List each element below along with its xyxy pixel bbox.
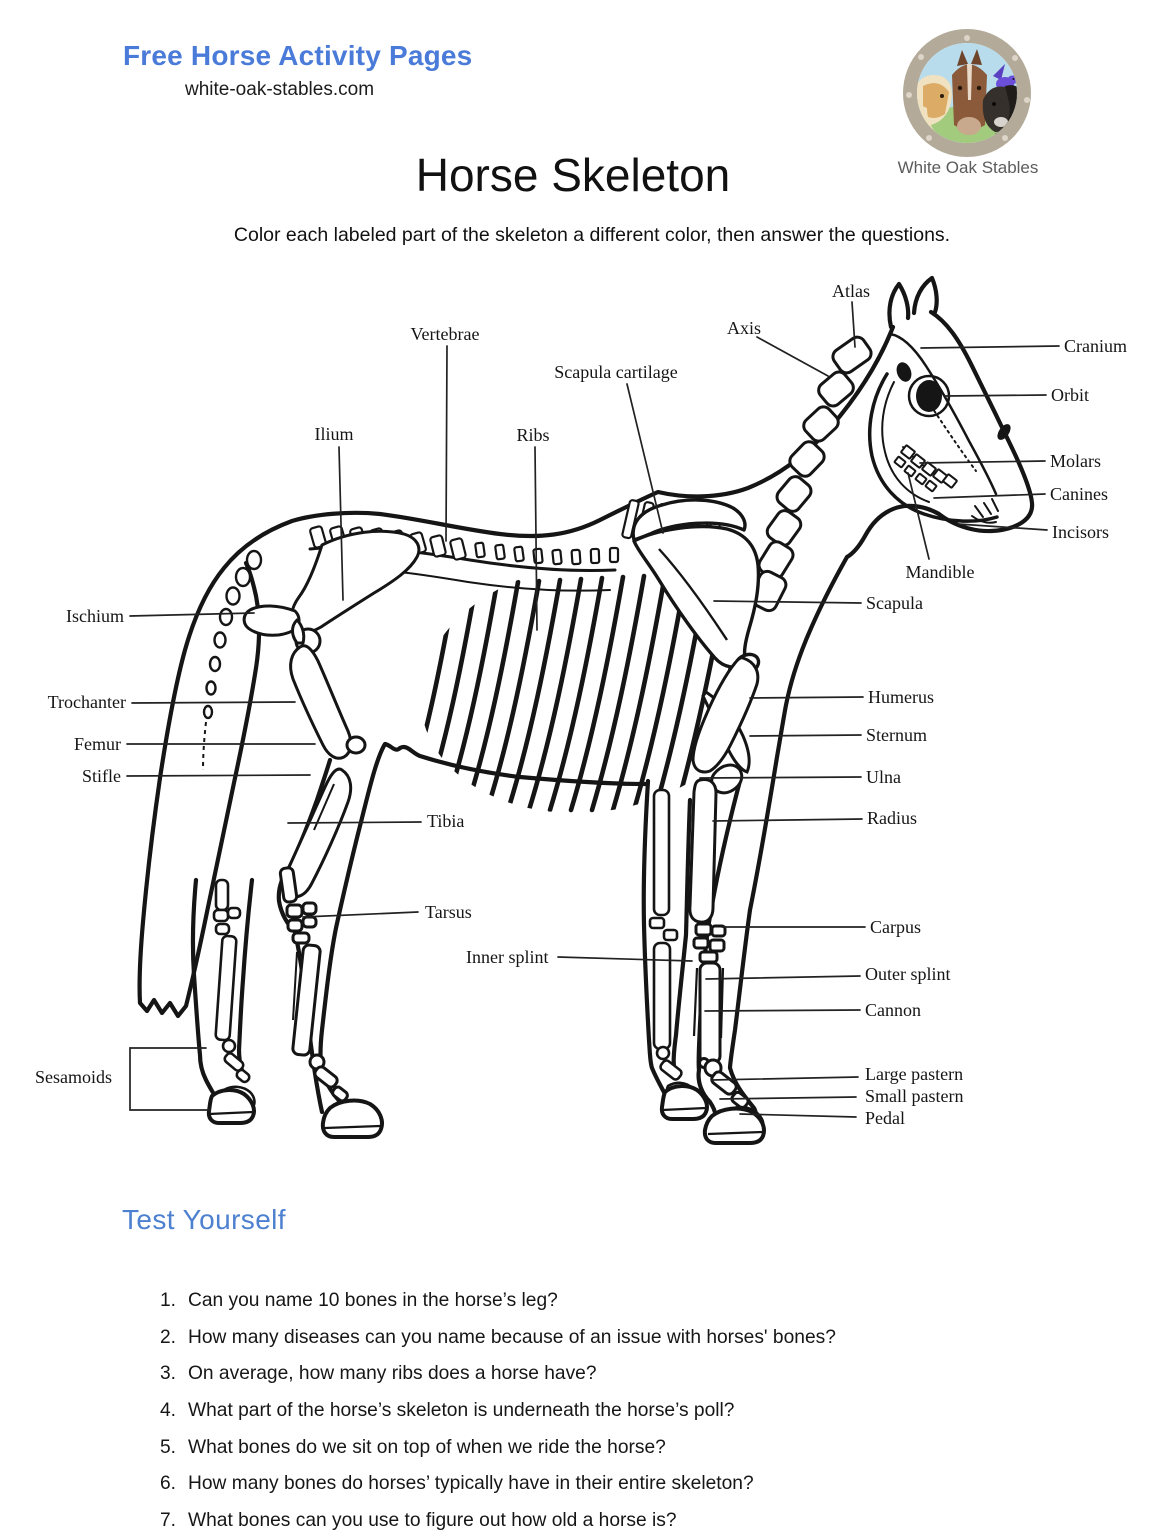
label-stifle: Stifle bbox=[82, 766, 121, 786]
label-radius: Radius bbox=[867, 808, 918, 828]
question-number: 3. bbox=[160, 1363, 177, 1385]
ilium-bone bbox=[291, 531, 419, 633]
quiz-heading: Test Yourself bbox=[122, 1204, 286, 1235]
label-large-pastern: Large pastern bbox=[865, 1064, 964, 1084]
question-number: 5. bbox=[160, 1436, 177, 1458]
leader-lines bbox=[127, 302, 1059, 1117]
label-femur: Femur bbox=[74, 734, 121, 754]
question-text: How many diseases can you name because of an issue with horses' bones? bbox=[188, 1326, 836, 1348]
quiz-question bbox=[160, 1429, 1060, 1466]
label-outer-splint: Outer splint bbox=[865, 964, 951, 984]
question-text: What bones can you use to figure out how old a horse is? bbox=[188, 1509, 677, 1531]
label-mandible: Mandible bbox=[905, 562, 975, 582]
instructions-text: Color each labeled part of the skeleton a different color, then answer the questions. bbox=[233, 224, 951, 246]
question-number: 7. bbox=[160, 1509, 177, 1531]
page-title: Horse Skeleton bbox=[415, 149, 731, 201]
radius-bone bbox=[690, 780, 716, 923]
question-text: What part of the horse’s skeleton is underneath the horse’s poll? bbox=[188, 1400, 735, 1422]
nostril bbox=[995, 422, 1014, 442]
question-text: What bones do we sit on top of when we ride the horse? bbox=[188, 1436, 666, 1458]
question-text: On average, how many ribs does a horse have? bbox=[188, 1363, 597, 1385]
label-ilium: Ilium bbox=[314, 424, 354, 444]
quiz-question bbox=[160, 1283, 1060, 1320]
question-text: How many bones do horses’ typically have in their entire skeleton? bbox=[188, 1473, 754, 1495]
patella bbox=[347, 737, 365, 753]
label-axis: Axis bbox=[726, 318, 762, 338]
orbit-socket bbox=[916, 380, 942, 412]
label-trochanter: Trochanter bbox=[47, 692, 126, 712]
quiz-question bbox=[160, 1466, 1060, 1503]
quiz-question bbox=[160, 1393, 1060, 1430]
ear-outline bbox=[889, 278, 936, 327]
white-oak-stables-logo bbox=[906, 35, 1030, 150]
label-atlas: Atlas bbox=[832, 281, 870, 301]
quiz-question bbox=[160, 1356, 1060, 1393]
quiz-question bbox=[160, 1320, 1060, 1357]
label-sesamoids: Sesamoids bbox=[34, 1067, 112, 1087]
site-url: white-oak-stables.com bbox=[185, 79, 375, 100]
label-pedal: Pedal bbox=[865, 1108, 905, 1128]
label-incisors: Incisors bbox=[1052, 522, 1109, 542]
logo-caption: White Oak Stables bbox=[897, 158, 1039, 177]
question-text: Can you name 10 bones in the horse’s leg? bbox=[188, 1290, 558, 1312]
label-scapula-cartilage: Scapula cartilage bbox=[554, 362, 678, 382]
question-number: 1. bbox=[160, 1290, 177, 1312]
quiz-question bbox=[160, 1503, 1060, 1539]
label-humerus: Humerus bbox=[868, 687, 934, 707]
label-carpus: Carpus bbox=[870, 917, 921, 937]
quiz-question-list bbox=[160, 1283, 1060, 1539]
label-sternum: Sternum bbox=[866, 725, 927, 745]
ischium-bone bbox=[244, 606, 299, 635]
question-number: 2. bbox=[160, 1326, 177, 1348]
label-cranium: Cranium bbox=[1064, 336, 1127, 356]
question-number: 4. bbox=[160, 1400, 177, 1422]
label-small-pastern: Small pastern bbox=[865, 1086, 964, 1106]
label-inner-splint: Inner splint bbox=[466, 947, 549, 967]
femur-bone bbox=[291, 646, 351, 758]
label-cannon: Cannon bbox=[865, 1000, 921, 1020]
label-tibia: Tibia bbox=[427, 811, 465, 831]
label-molars: Molars bbox=[1050, 451, 1101, 471]
question-number: 6. bbox=[160, 1473, 177, 1495]
label-scapula: Scapula bbox=[866, 593, 923, 613]
label-tarsus: Tarsus bbox=[425, 902, 472, 922]
page-header-title: Free Horse Activity Pages bbox=[123, 40, 473, 71]
label-ischium: Ischium bbox=[66, 606, 124, 626]
label-ribs: Ribs bbox=[516, 425, 550, 445]
label-ulna: Ulna bbox=[866, 767, 901, 787]
label-orbit: Orbit bbox=[1051, 385, 1089, 405]
label-vertebrae: Vertebrae bbox=[410, 324, 480, 344]
label-canines: Canines bbox=[1050, 484, 1108, 504]
hooves bbox=[209, 1086, 764, 1143]
